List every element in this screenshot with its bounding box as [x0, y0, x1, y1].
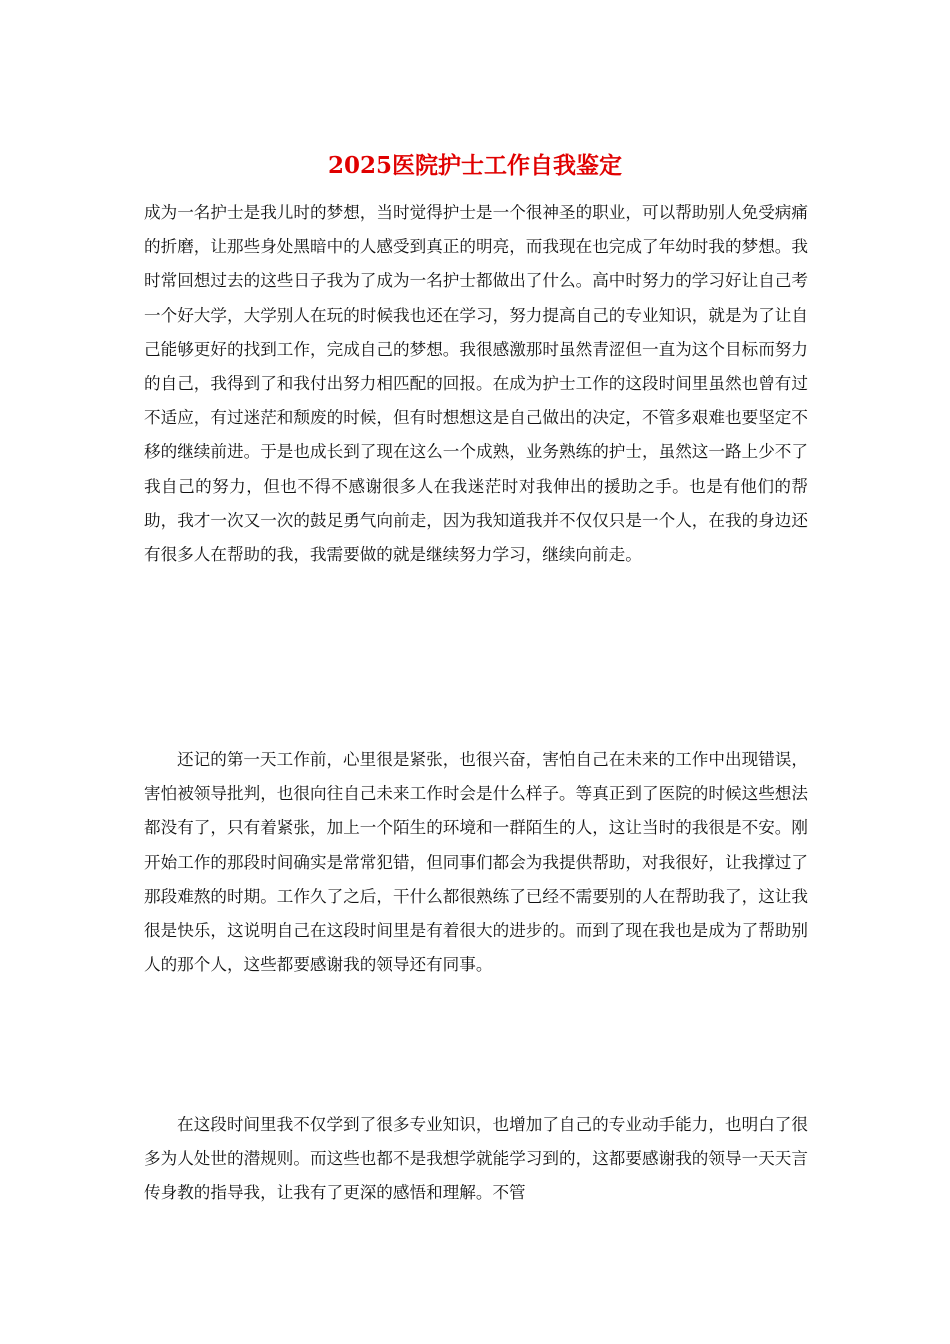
document-title: 2025医院护士工作自我鉴定 — [327, 152, 622, 179]
body-paragraph-3: 在这段时间里我不仅学到了很多专业知识，也增加了自己的专业动手能力，也明白了很多为人处世的潜规则。而这些也都不是我想学就能学习到的，这都要感谢我的领导一天天言传身教的指导我，让我有了更深的感悟和理解。不管 — [144, 1115, 808, 1203]
body-paragraph-2: 还记的第一天工作前，心里很是紧张，也很兴奋，害怕自己在未来的工作中出现错误，害怕被领导批判，也很向往自己未来工作时会是什么样子。等真正到了医院的时候这些想法都没有了，只有着紧张，加上一个陌生的环境和一群陌生的人，这让当时的我很是不安。刚开始工作的那段时间确实是常常犯错，但同事们都会为我提供帮助，对我很好，让我撑过了那段难熬的时期。工作久了之后，干什么都很熟练了已经不需要别的人在帮助我了，这让我很是快乐，这说明自己在这段时间里是有着很大的进步的。而到了现在我也是成为了帮助别人的那个人，这些都要感谢我的领导还有同事。 — [144, 750, 808, 975]
body-paragraph-1: 成为一名护士是我儿时的梦想，当时觉得护士是一个很神圣的职业，可以帮助别人免受病痛的折磨，让那些身处黑暗中的人感受到真正的明亮，而我现在也完成了年幼时我的梦想。我时常回想过去的这些日子我为了成为一名护士都做出了什么。高中时努力的学习好让自己考一个好大学，大学别人在玩的时候我也还在学习，努力提高自己的专业知识，就是为了让自己能够更好的找到工作，完成自己的梦想。我很感激那时虽然青涩但一直为这个目标而努力的自己，我得到了和我付出努力相匹配的回报。在成为护士工作的这段时间里虽然也曾有过不适应，有过迷茫和颓废的时候，但有时想想这是自己做出的决定，不管多艰难也要坚定不移的继续前进。于是也成长到了现在这么一个成熟，业务熟练的护士，虽然这一路上少不了我自己的努力，但也不得不感谢很多人在我迷茫时对我伸出的援助之手。也是有他们的帮助，我才一次又一次的鼓足勇气向前走，因为我知道我并不仅仅只是一个人，在我的身边还有很多人在帮助的我，我需要做的就是继续努力学习，继续向前走。 — [144, 203, 808, 565]
